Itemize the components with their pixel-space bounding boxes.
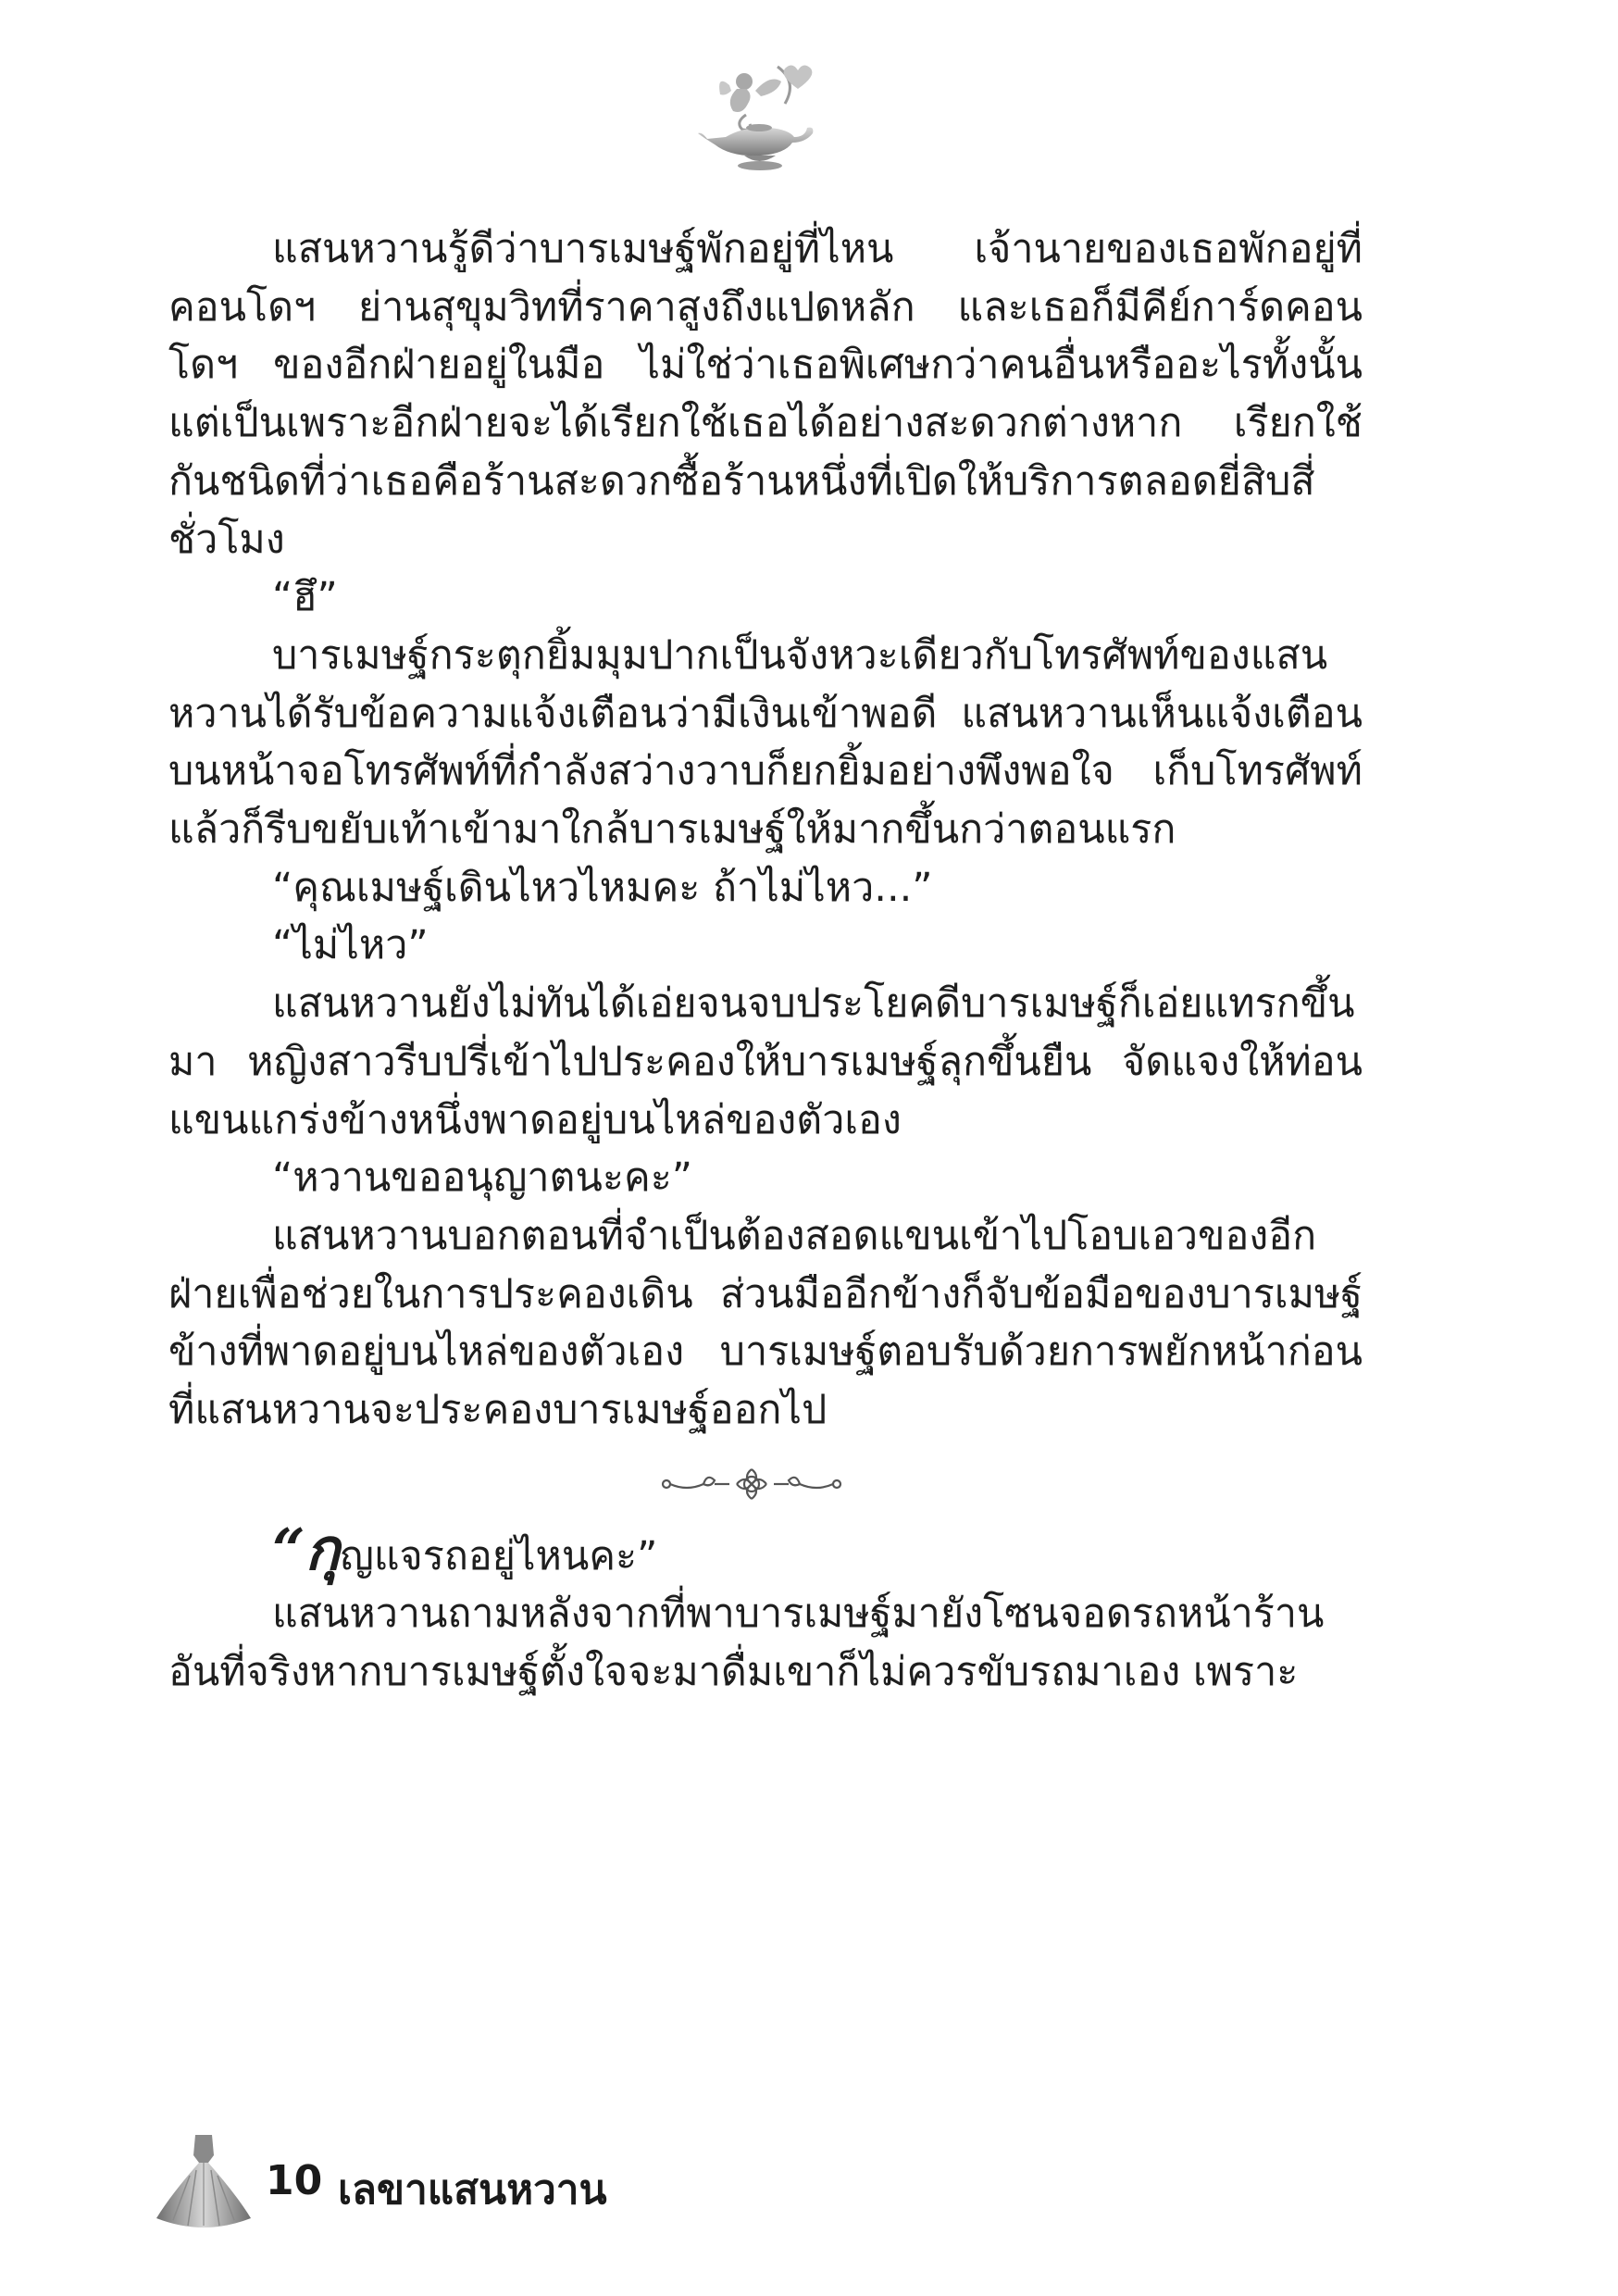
- dialogue-line: “ไม่ไหว”: [272, 922, 429, 969]
- book-title: เลขาแสนหวาน: [338, 2166, 607, 2214]
- paragraph: แสนหวานถามหลังจากที่พาบารเมษฐ์มายังโซนจอดรถหน้าร้าน อันที่จริงหากบารเมษฐ์ตั้งใจจะมาดื่มเขาก็ไม่ควรขับรถมาเอง เพราะ: [168, 1591, 1325, 1696]
- body-text: [168, 220, 1363, 1702]
- paragraph: แสนหวานยังไม่ทันได้เอ่ยจนจบประโยคดีบารเมษฐ์ก็เอ่ยแทรกขึ้นมา หญิงสาวรีบปรี่เข้าไปประคองให้บารเมษฐ์ลุกขึ้นยืน จัดแจงให้ท่อนแขนแกร่งข้างหนึ่งพาดอยู่บนไหล่ของตัวเอง: [168, 980, 1363, 1143]
- section-divider: [168, 1440, 1363, 1528]
- genie-lamp-icon: [689, 54, 828, 174]
- first-line-rest: ญแจรถอยู่ไหนคะ”: [340, 1532, 658, 1579]
- dialogue-line: “ฮึ”: [272, 574, 338, 621]
- dress-icon: [153, 2129, 255, 2231]
- page-footer: [153, 2129, 986, 2231]
- drop-cap: “กุ: [272, 1515, 341, 1583]
- dialogue-line: “คุณเมษฐ์เดินไหวไหมคะ ถ้าไม่ไหว...”: [272, 864, 933, 911]
- paragraph: แสนหวานรู้ดีว่าบารเมษฐ์พักอยู่ที่ไหน เจ้านายของเธอพักอยู่ที่คอนโดฯ ย่านสุขุมวิทที่ราคาสูงถึงแปดหลัก และเธอก็มีคีย์การ์ดคอนโดฯ ของอีกฝ่ายอยู่ในมือ ไม่ใช่ว่าเธอพิเศษกว่าคนอื่นหรืออะไรทั้งนั้น แต่เป็นเพราะอีกฝ่ายจะได้เรียกใช้เธอได้อย่างสะดวกต่างหาก เรียกใช้กันชนิดที่ว่าเธอคือร้านสะดวกซื้อร้านหนึ่งที่เปิดให้บริการตลอดยี่สิบสี่ชั่วโมง: [168, 226, 1363, 563]
- paragraph: แสนหวานบอกตอนที่จำเป็นต้องสอดแขนเข้าไปโอบเอวของอีกฝ่ายเพื่อช่วยในการประคองเดิน ส่วนมืออีกข้างก็จับข้อมือของบารเมษฐ์ข้างที่พาดอยู่บนไหล่ของตัวเอง บารเมษฐ์ตอบรับด้วยการพยักหน้าก่อนที่แสนหวานจะประคองบารเมษฐ์ออกไป: [168, 1212, 1363, 1434]
- floral-divider-icon: [659, 1456, 844, 1512]
- section-opening-line: [168, 1515, 1363, 1586]
- page-number: 10: [266, 2157, 323, 2204]
- paragraph: บารเมษฐ์กระตุกยิ้มมุมปากเป็นจังหวะเดียวกับโทรศัพท์ของแสนหวานได้รับข้อความแจ้งเตือนว่ามีเงินเข้าพอดี แสนหวานเห็นแจ้งเตือนบนหน้าจอโทรศัพท์ที่กำลังสว่างวาบก็ยกยิ้มอย่างพึงพอใจ เก็บโทรศัพท์แล้วก็รีบขยับเท้าเข้ามาใกล้บารเมษฐ์ให้มากขึ้นกว่าตอนแรก: [168, 631, 1363, 854]
- dialogue-line: “หวานขออนุญาตนะคะ”: [272, 1154, 693, 1202]
